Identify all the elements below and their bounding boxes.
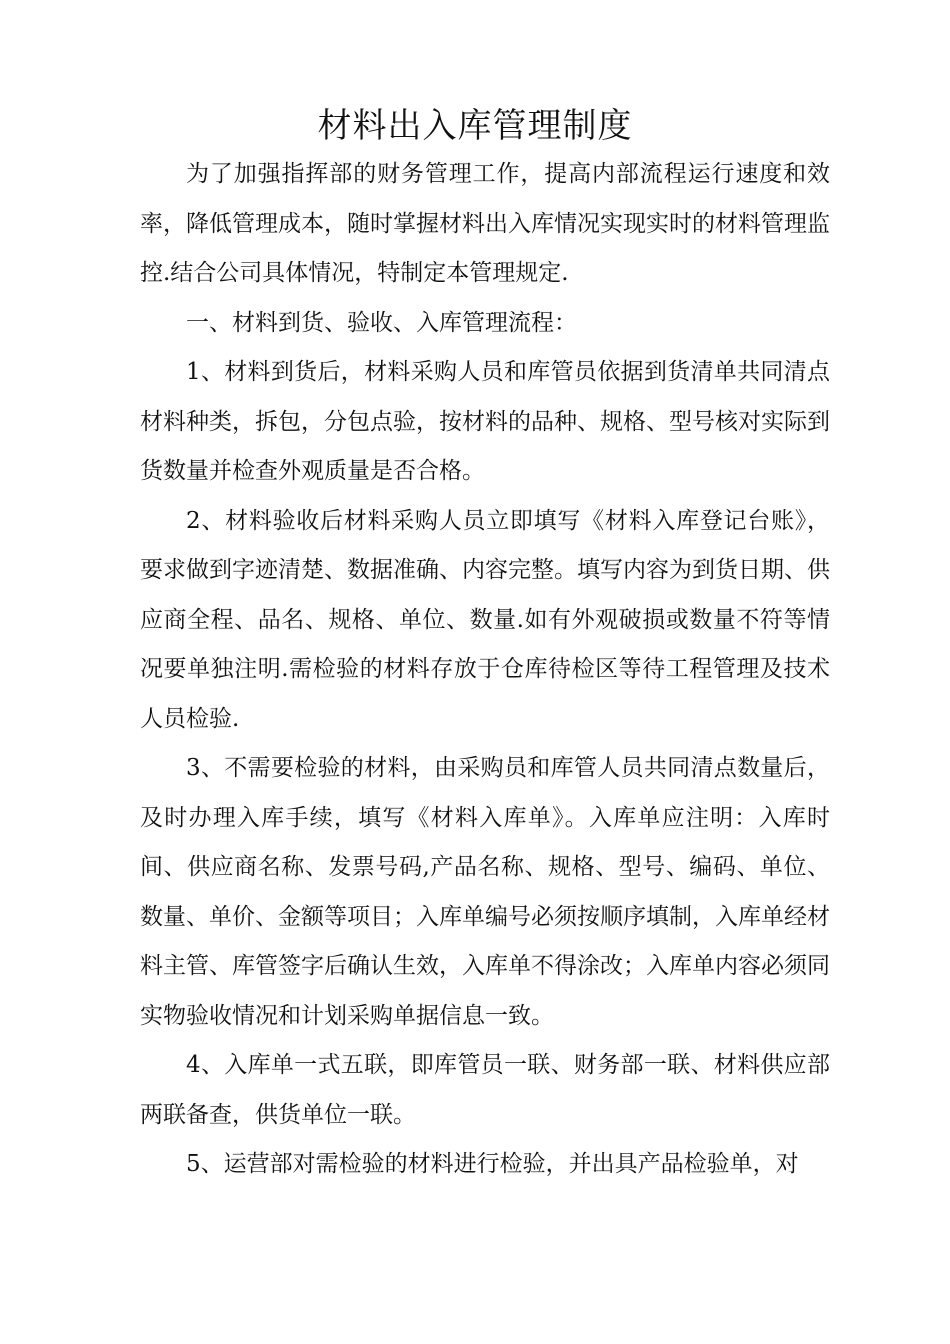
- document-body: [140, 150, 830, 1190]
- paragraph-item-3: 3、不需要检验的材料，由采购员和库管人员共同清点数量后，及时办理入库手续，填写《材料入库单》。入库单应注明：入库时间、供应商名称、发票号码,产品名称、规格、型号、编码、单位、数量、单价、金额等项目；入库单编号必须按顺序填制，入库单经材料主管、库管签字后确认生效，入库单不得涂改；入库单内容必须同实物验收情况和计划采购单据信息一致。: [140, 755, 830, 1029]
- paragraph-section-heading: 一、材料到货、验收、入库管理流程：: [186, 309, 577, 336]
- paragraph-item-1: 1、材料到货后，材料采购人员和库管员依据到货清单共同清点材料种类，拆包，分包点验，按材料的品种、规格、型号核对实际到货数量并检查外观质量是否合格。: [140, 359, 830, 484]
- paragraph-item-5: 5、运营部对需检验的材料进行检验，并出具产品检验单，对: [186, 1151, 799, 1177]
- document-title: 材料出入库管理制度: [317, 106, 633, 146]
- paragraph-intro: 为了加强指挥部的财务管理工作，提高内部流程运行速度和效率，降低管理成本，随时掌握材料出入库情况实现实时的材料管理监控.结合公司具体情况，特制定本管理规定.: [140, 161, 830, 286]
- paragraph-item-2: 2、材料验收后材料采购人员立即填写《材料入库登记台账》，要求做到字迹清楚、数据准确、内容完整。填写内容为到货日期、供应商全程、品名、规格、单位、数量.如有外观破损或数量不符等情况要单独注明.需检验的材料存放于仓库待检区等待工程管理及技术人员检验.: [140, 507, 830, 732]
- paragraph-item-4: 4、入库单一式五联，即库管员一联、财务部一联、材料供应部两联备查，供货单位一联。: [140, 1052, 830, 1128]
